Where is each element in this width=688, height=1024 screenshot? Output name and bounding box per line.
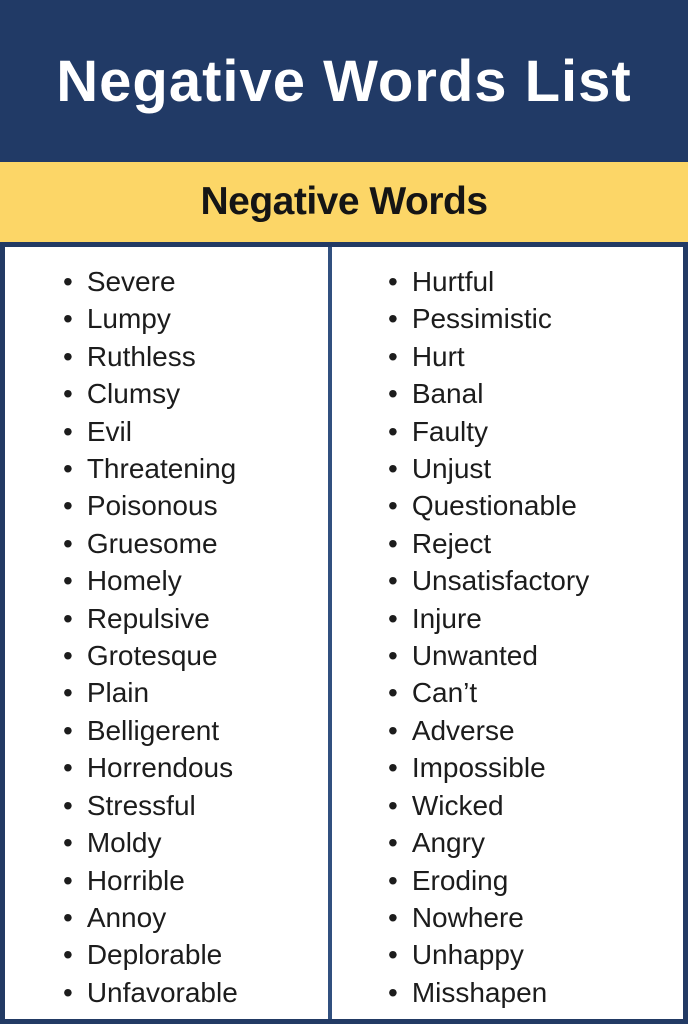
word-label: Threatening bbox=[86, 453, 237, 485]
word-label: Eroding bbox=[411, 864, 509, 896]
bullet-icon: • bbox=[63, 677, 73, 709]
word-item bbox=[388, 674, 683, 711]
word-item bbox=[63, 936, 328, 973]
bullet-icon: • bbox=[63, 827, 73, 859]
word-item bbox=[388, 338, 683, 375]
bullet-icon: • bbox=[63, 415, 73, 447]
word-item bbox=[388, 749, 683, 786]
word-label: Horrendous bbox=[86, 752, 234, 784]
word-label: Gruesome bbox=[86, 527, 218, 559]
bullet-icon: • bbox=[388, 340, 398, 372]
bullet-icon: • bbox=[63, 266, 73, 297]
word-label: Angry bbox=[411, 827, 485, 859]
word-label: Questionable bbox=[411, 490, 577, 522]
bullet-icon: • bbox=[388, 266, 398, 297]
word-item bbox=[63, 749, 328, 786]
bullet-icon: • bbox=[63, 752, 73, 784]
bullet-icon: • bbox=[63, 303, 73, 335]
word-item bbox=[63, 637, 328, 674]
bullet-icon: • bbox=[63, 939, 73, 971]
bullet-icon: • bbox=[388, 827, 398, 859]
bullet-icon: • bbox=[388, 640, 398, 672]
word-item bbox=[63, 674, 328, 711]
word-item bbox=[388, 600, 683, 637]
word-item bbox=[388, 263, 683, 300]
bullet-icon: • bbox=[63, 864, 73, 896]
word-label: Adverse bbox=[411, 714, 515, 746]
word-label: Poisonous bbox=[86, 490, 218, 522]
word-item bbox=[388, 487, 683, 524]
word-label: Severe bbox=[86, 266, 176, 297]
bullet-icon: • bbox=[388, 752, 398, 784]
word-label: Moldy bbox=[86, 827, 162, 859]
word-label: Lumpy bbox=[86, 303, 171, 335]
word-label: Pessimistic bbox=[411, 303, 552, 335]
word-label: Grotesque bbox=[86, 640, 218, 672]
word-label: Reject bbox=[411, 527, 492, 559]
bullet-icon: • bbox=[388, 789, 398, 821]
section-banner bbox=[0, 162, 688, 242]
word-label: Evil bbox=[86, 415, 132, 447]
page-title: Negative Words List bbox=[56, 48, 632, 114]
bullet-icon: • bbox=[63, 340, 73, 372]
bullet-icon: • bbox=[63, 602, 73, 634]
word-item bbox=[388, 899, 683, 936]
bullet-icon: • bbox=[388, 677, 398, 709]
bullet-icon: • bbox=[388, 527, 398, 559]
bullet-icon: • bbox=[63, 714, 73, 746]
word-label: Unhappy bbox=[411, 939, 524, 971]
word-item bbox=[388, 712, 683, 749]
word-label: Wicked bbox=[411, 789, 504, 821]
word-item bbox=[63, 338, 328, 375]
word-item bbox=[388, 413, 683, 450]
word-label: Annoy bbox=[86, 901, 167, 933]
bullet-icon: • bbox=[63, 565, 73, 597]
bullet-icon: • bbox=[388, 378, 398, 410]
word-label: Impossible bbox=[411, 752, 546, 784]
word-label: Nowhere bbox=[411, 901, 524, 933]
word-item bbox=[388, 300, 683, 337]
word-item bbox=[63, 450, 328, 487]
bullet-icon: • bbox=[63, 976, 73, 1008]
bullet-icon: • bbox=[388, 602, 398, 634]
word-label: Faulty bbox=[411, 415, 489, 447]
page-header bbox=[0, 0, 688, 162]
word-label: Unfavorable bbox=[86, 976, 238, 1008]
word-item bbox=[388, 862, 683, 899]
word-column-left bbox=[5, 247, 332, 1019]
word-label: Can’t bbox=[411, 677, 478, 709]
bullet-icon: • bbox=[63, 640, 73, 672]
word-label: Unsatisfactory bbox=[411, 565, 590, 597]
bullet-icon: • bbox=[63, 527, 73, 559]
word-item bbox=[63, 712, 328, 749]
word-item bbox=[63, 862, 328, 899]
bullet-icon: • bbox=[63, 453, 73, 485]
bullet-icon: • bbox=[63, 901, 73, 933]
word-item bbox=[63, 263, 328, 300]
word-label: Unwanted bbox=[411, 640, 538, 672]
word-list-left bbox=[5, 247, 328, 1011]
word-label: Unjust bbox=[411, 453, 492, 485]
bullet-icon: • bbox=[388, 864, 398, 896]
word-item bbox=[63, 899, 328, 936]
bullet-icon: • bbox=[388, 939, 398, 971]
word-item bbox=[63, 787, 328, 824]
bullet-icon: • bbox=[388, 415, 398, 447]
bullet-icon: • bbox=[388, 714, 398, 746]
word-label: Injure bbox=[411, 602, 482, 634]
word-item bbox=[63, 487, 328, 524]
bullet-icon: • bbox=[388, 976, 398, 1008]
word-label: Banal bbox=[411, 378, 484, 410]
word-item bbox=[63, 375, 328, 412]
word-item bbox=[388, 450, 683, 487]
word-item bbox=[63, 562, 328, 599]
bullet-icon: • bbox=[388, 490, 398, 522]
word-label: Hurtful bbox=[411, 266, 495, 297]
word-label: Horrible bbox=[86, 864, 185, 896]
word-item bbox=[63, 974, 328, 1011]
word-item bbox=[388, 936, 683, 973]
word-item bbox=[388, 637, 683, 674]
word-label: Deplorable bbox=[86, 939, 223, 971]
bullet-icon: • bbox=[388, 565, 398, 597]
bullet-icon: • bbox=[63, 378, 73, 410]
word-label: Hurt bbox=[411, 340, 465, 372]
word-column-right bbox=[332, 247, 683, 1019]
word-item bbox=[388, 787, 683, 824]
bullet-icon: • bbox=[388, 901, 398, 933]
word-list-panel bbox=[0, 242, 688, 1024]
bullet-icon: • bbox=[63, 789, 73, 821]
word-label: Misshapen bbox=[411, 976, 548, 1008]
word-label: Clumsy bbox=[86, 378, 181, 410]
bullet-icon: • bbox=[388, 303, 398, 335]
word-item bbox=[63, 600, 328, 637]
word-item bbox=[388, 824, 683, 861]
bullet-icon: • bbox=[388, 453, 398, 485]
word-label: Stressful bbox=[86, 789, 196, 821]
word-label: Belligerent bbox=[86, 714, 220, 746]
word-label: Homely bbox=[86, 565, 182, 597]
word-list-right bbox=[332, 247, 683, 1011]
word-item bbox=[63, 824, 328, 861]
word-item bbox=[388, 974, 683, 1011]
word-label: Ruthless bbox=[86, 340, 196, 372]
word-item bbox=[388, 562, 683, 599]
word-item bbox=[63, 413, 328, 450]
word-item bbox=[63, 300, 328, 337]
word-label: Plain bbox=[86, 677, 150, 709]
word-item bbox=[63, 525, 328, 562]
bullet-icon: • bbox=[63, 490, 73, 522]
word-item bbox=[388, 375, 683, 412]
section-title: Negative Words bbox=[200, 180, 488, 223]
word-label: Repulsive bbox=[86, 602, 210, 634]
word-item bbox=[388, 525, 683, 562]
